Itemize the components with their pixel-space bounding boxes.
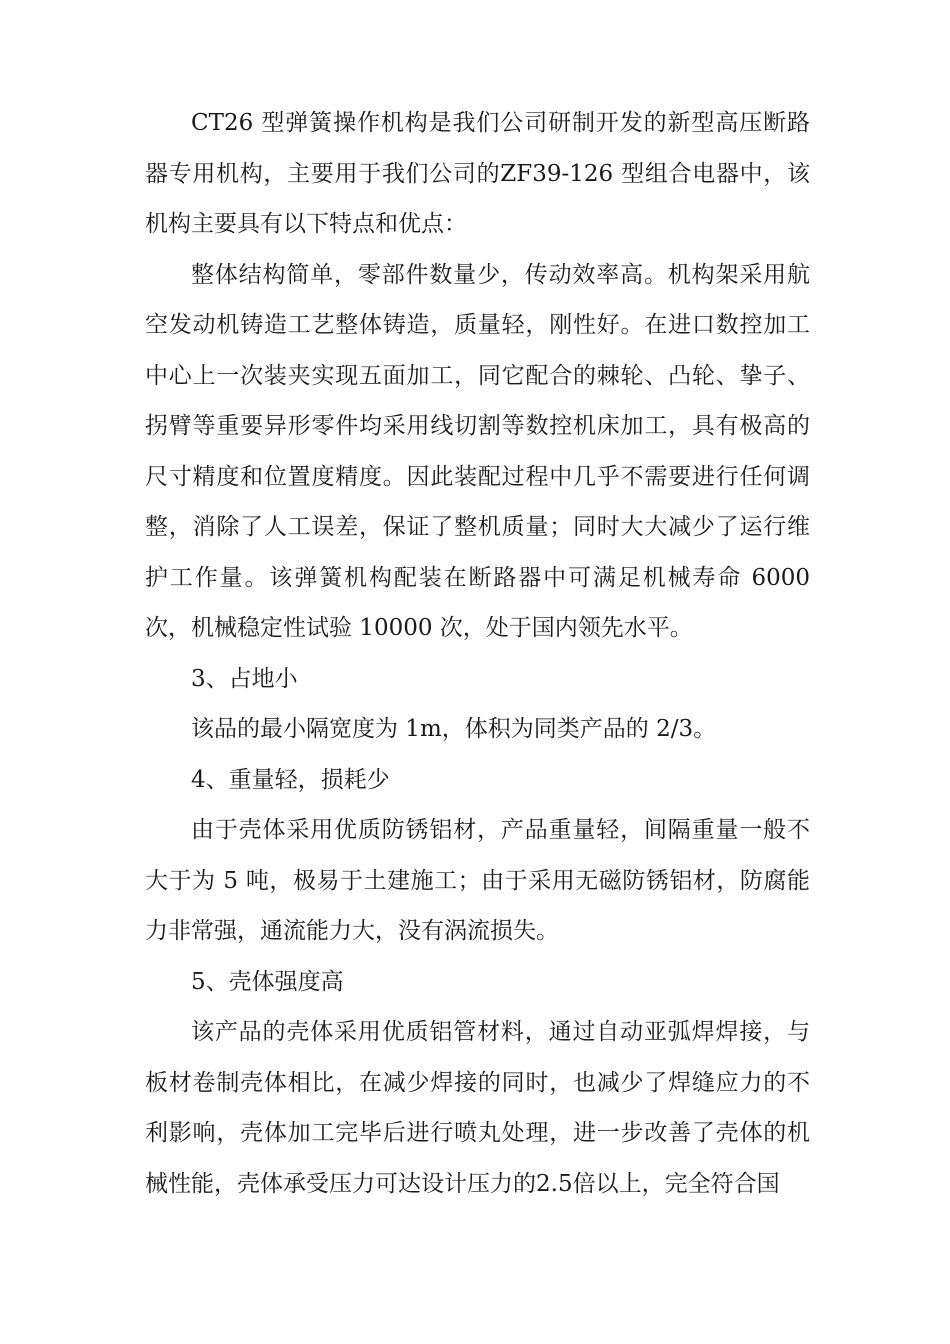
- heading-shell-strength: 5、壳体强度高: [191, 968, 344, 995]
- heading-light-weight: 4、重量轻，损耗少: [191, 766, 390, 793]
- paragraph-shell: 该产品的壳体采用优质铝管材料，通过自动亚弧焊焊接，与板材卷制壳体相比，在减少焊接的同时，也减少了焊缝应力的不利影响，壳体加工完毕后进行喷丸处理，进一步改善了壳体的机械性能，壳体承受压力可达设计压力的2.5倍以上，完全符合国: [145, 1019, 810, 1197]
- paragraph-weight: 由于壳体采用优质防锈铝材，产品重量轻，间隔重量一般不大于为 5 吨，极易于土建施工；由于采用无磁防锈铝材，防腐能力非常强，通流能力大，没有涡流损失。: [145, 817, 810, 944]
- paragraph-structure: 整体结构简单，零部件数量少，传动效率高。机构架采用航空发动机铸造工艺整体铸造，质量轻，刚性好。在进口数控加工中心上一次装夹实现五面加工，同它配合的棘轮、凸轮、挚子、拐臂等重要异形零件均采用线切割等数控机床加工，具有极高的尺寸精度和位置度精度。因此装配过程中几乎不需要进行任何调整，消除了人工误差，保证了整机质量；同时大大减少了运行维护工作量。该弹簧机构配装在断路器中可满足机械寿命 6000 次，机械稳定性试验 10000 次，处于国内领先水平。: [145, 261, 810, 641]
- paragraph-footprint: 该品的最小隔宽度为 1m，体积为同类产品的 2/3。: [191, 716, 717, 742]
- paragraph-intro: CT26 型弹簧操作机构是我们公司研制开发的新型高压断路器专用机构，主要用于我们公司的ZF39-126 型组合电器中，该机构主要具有以下特点和优点：: [145, 110, 810, 237]
- document-body: [145, 98, 810, 1209]
- heading-small-footprint: 3、占地小: [191, 665, 298, 692]
